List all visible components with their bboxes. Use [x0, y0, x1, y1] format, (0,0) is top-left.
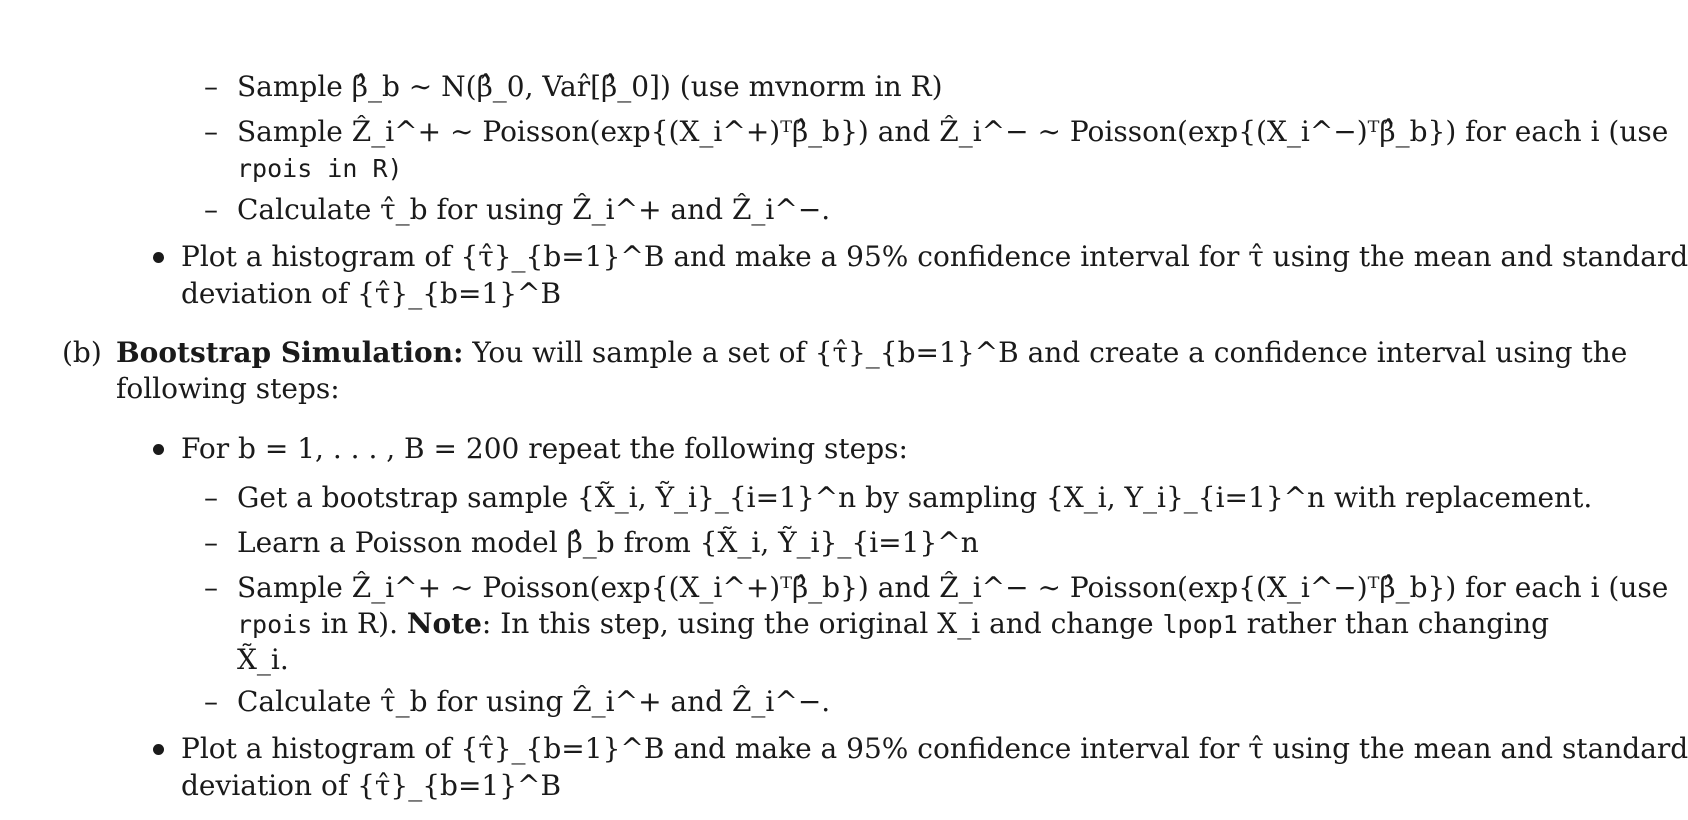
dash-marker: –	[204, 571, 218, 604]
text-line	[237, 607, 1550, 642]
code-lpop1: lpop1	[1162, 610, 1238, 639]
bullet-marker	[153, 444, 164, 455]
text-line: deviation of {τ̂}_{b=1}^B	[181, 277, 562, 310]
text-line: Sample Ẑ_i^+ ∼ Poisson(exp{(X_i^+)ᵀβ̂_b}) and Ẑ_i^− ∼ Poisson(exp{(X_i^−)ᵀβ̂_b}) for each i (use	[237, 571, 1669, 604]
dash-marker: –	[204, 685, 218, 718]
part-label: (b)	[62, 336, 102, 369]
section-title: Bootstrap Simulation:	[116, 336, 464, 369]
text-line: Plot a histogram of {τ̂}_{b=1}^B and make a 95% confidence interval for τ̂ using the mean and standard	[181, 240, 1688, 273]
dash-marker: –	[204, 115, 218, 148]
text-line: For b = 1, . . . , B = 200 repeat the following steps:	[181, 432, 908, 465]
text-line: Sample β̂_b ∼ N(β̂_0, Var̂[β̂_0]) (use mvnorm in R)	[237, 70, 943, 103]
text-line: Plot a histogram of {τ̂}_{b=1}^B and make a 95% confidence interval for τ̂ using the mean and standard	[181, 732, 1688, 765]
bullet-marker	[153, 744, 164, 755]
dash-marker: –	[204, 481, 218, 514]
dash-marker: –	[204, 193, 218, 226]
text-span: : In this step, using the original X_i and change	[481, 607, 1154, 640]
text-line: rpois in R)	[237, 154, 403, 183]
text-span: rather than changing	[1246, 607, 1550, 640]
text-line: following steps:	[116, 372, 340, 405]
text-line: Get a bootstrap sample {X̃_i, Ỹ_i}_{i=1}^n by sampling {X_i, Y_i}_{i=1}^n with replacement.	[237, 481, 1593, 514]
text-line: Learn a Poisson model β̂_b from {X̃_i, Ỹ_i}_{i=1}^n	[237, 526, 979, 559]
text-line: deviation of {τ̂}_{b=1}^B	[181, 769, 562, 802]
dash-marker: –	[204, 526, 218, 559]
intro-text: You will sample a set of {τ̂}_{b=1}^B and create a confidence interval using the	[472, 336, 1628, 369]
text-line: Calculate τ̂_b for using Ẑ_i^+ and Ẑ_i^−.	[237, 193, 831, 226]
text-span: in R).	[321, 607, 398, 640]
section-heading-line	[116, 336, 1628, 370]
code-rpois: rpois	[237, 610, 313, 639]
text-line: Sample Ẑ_i^+ ∼ Poisson(exp{(X_i^+)ᵀβ̂_b}) and Ẑ_i^− ∼ Poisson(exp{(X_i^−)ᵀβ̂_b}) for each i (use	[237, 115, 1669, 148]
text-line: Calculate τ̂_b for using Ẑ_i^+ and Ẑ_i^−.	[237, 685, 831, 718]
dash-marker: –	[204, 70, 218, 103]
text-line: X̃_i.	[237, 643, 289, 676]
bullet-marker	[153, 252, 164, 263]
note-label: Note	[406, 607, 482, 640]
